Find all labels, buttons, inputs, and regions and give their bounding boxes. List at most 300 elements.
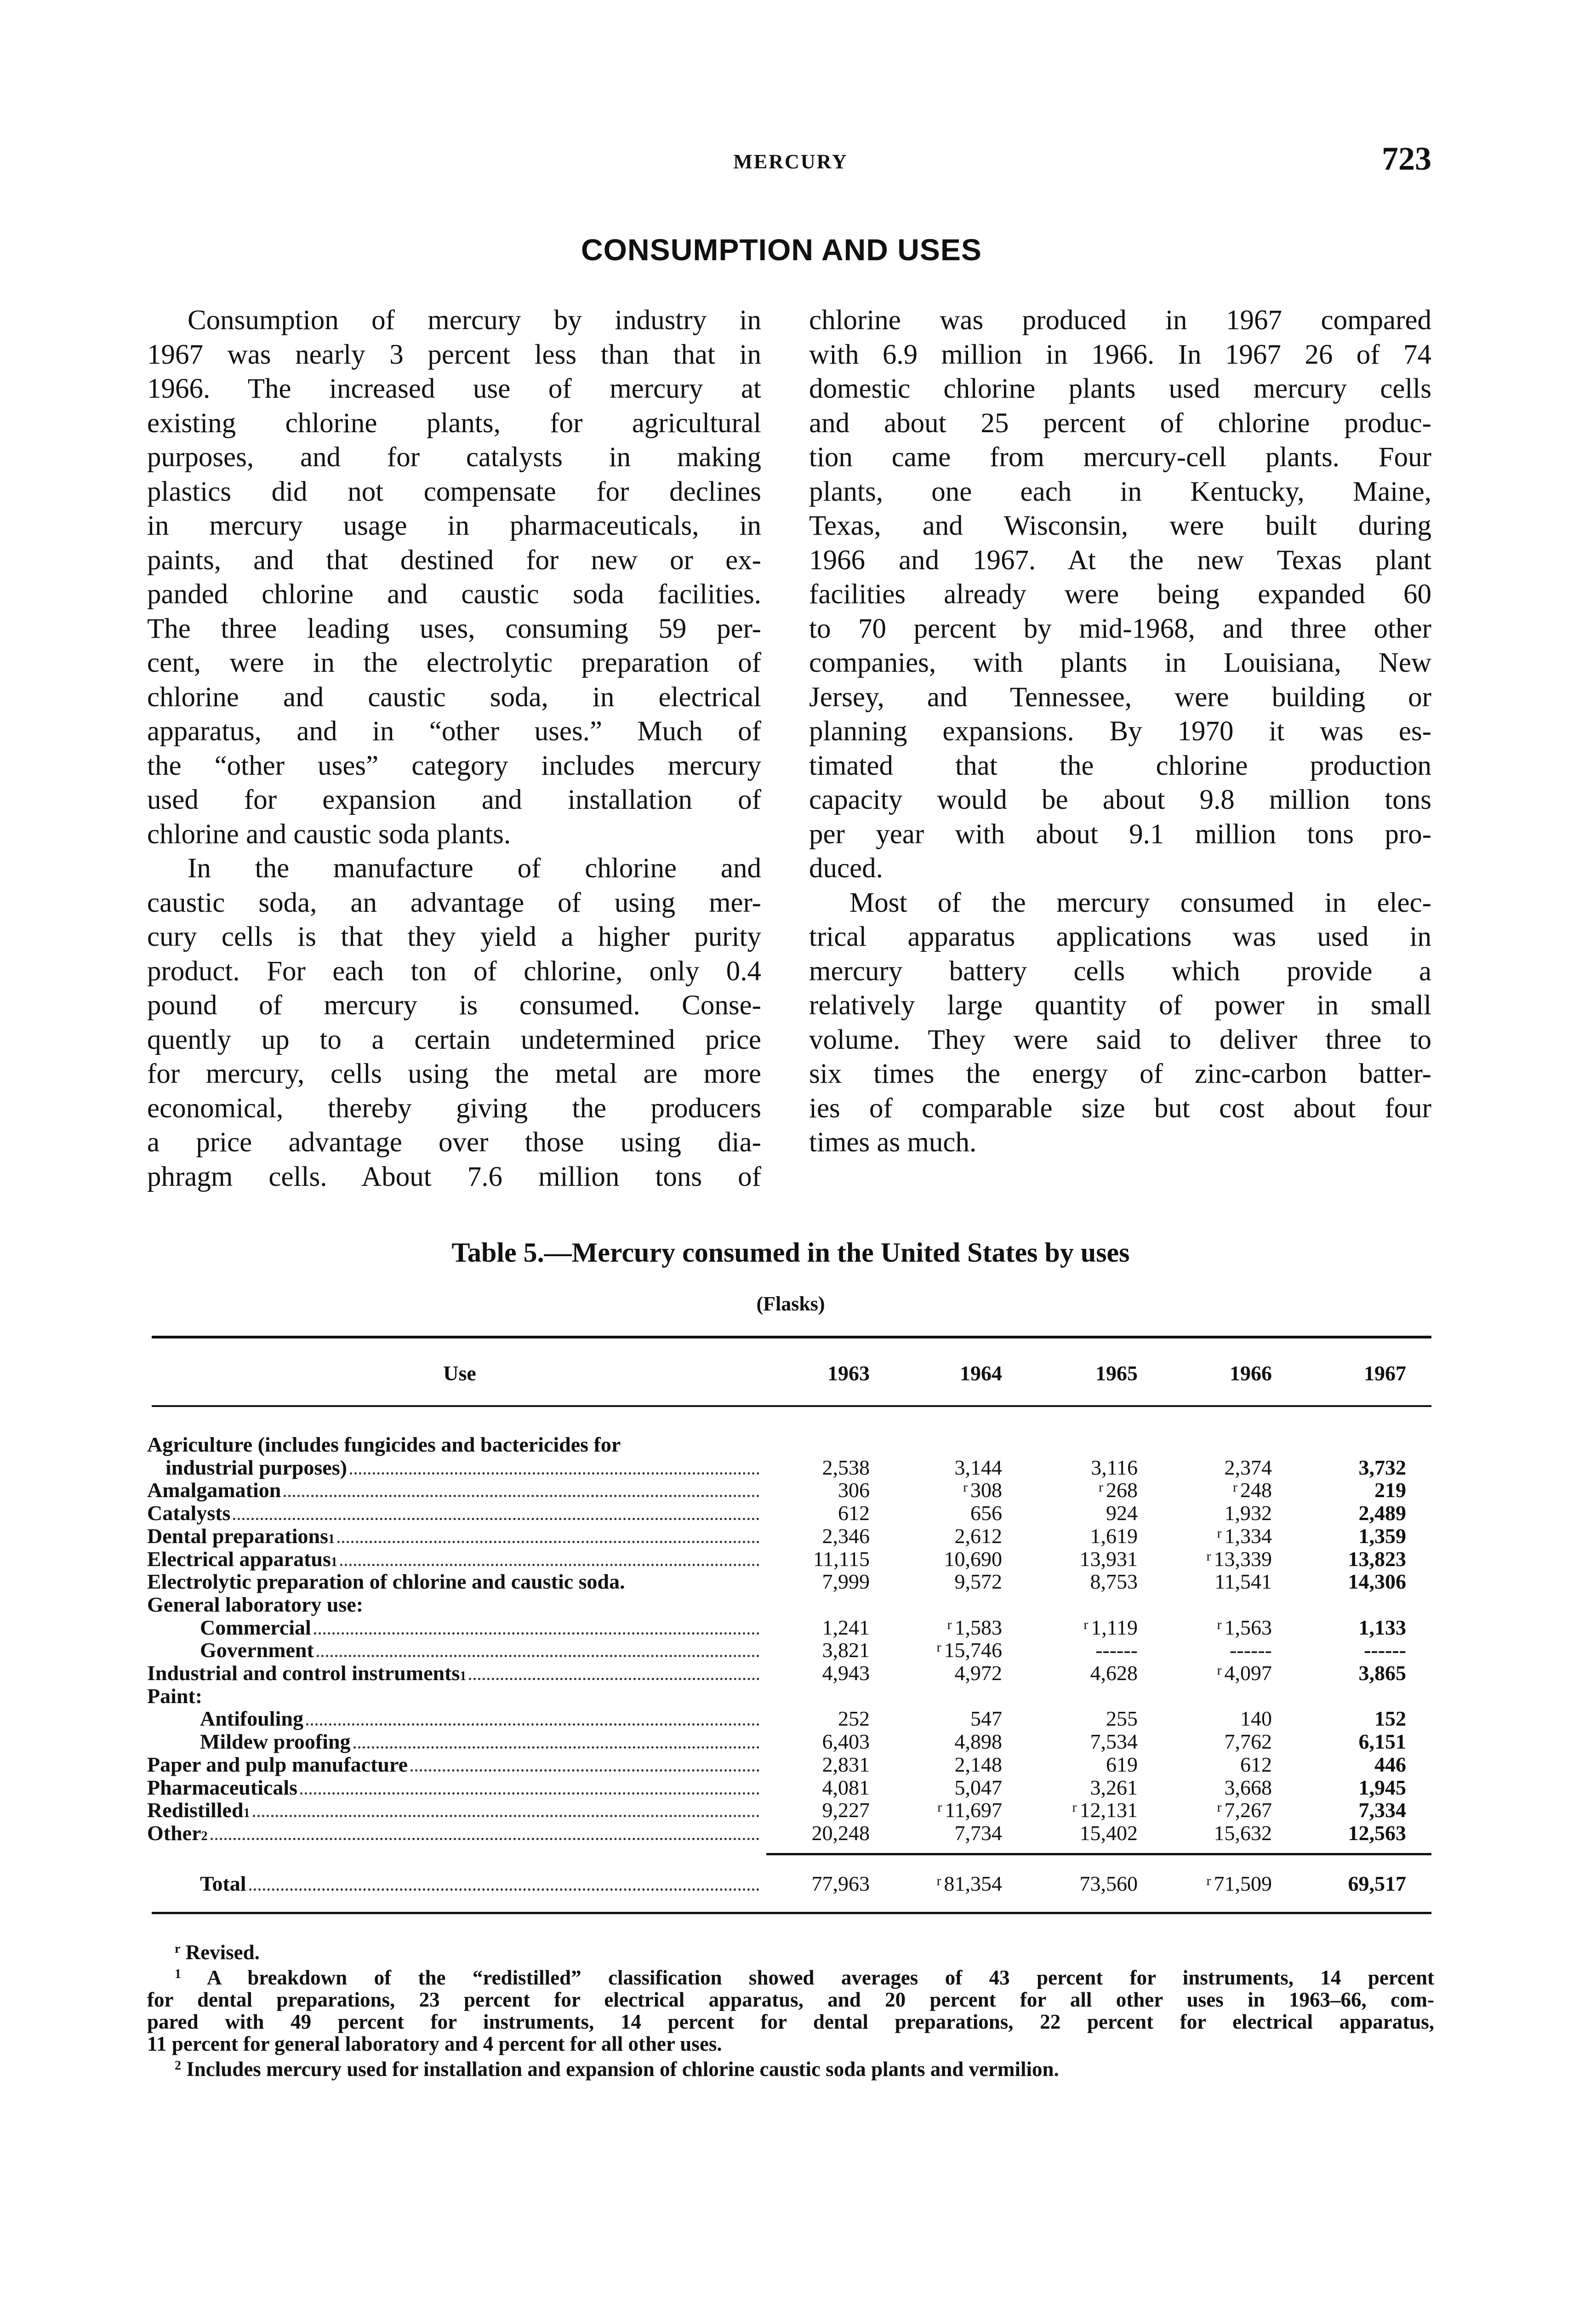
text-line: volume. They were said to deliver three to [809, 1024, 1431, 1055]
text-line: pound of mercury is consumed. Conse- [147, 990, 761, 1021]
table-cell [883, 1569, 1002, 1594]
table-row [147, 1524, 761, 1548]
revised-mark: r [1206, 1873, 1211, 1888]
text-line: relatively large quantity of power in small [809, 990, 1431, 1021]
text-line: Jersey, and Tennessee, were building or [809, 681, 1431, 713]
dot-leader [340, 1564, 759, 1566]
cell-value: 3,144 [954, 1455, 1002, 1479]
row-label: Government [200, 1638, 314, 1662]
row-label: Industrial and control instruments [147, 1661, 460, 1685]
footnote-text: A breakdown of the “redistilled” classification showed averages of 43 percent for instruments, 14 percent [206, 1966, 1434, 1989]
text-line: with 6.9 million in 1966. In 1967 26 of 74 [809, 339, 1431, 370]
table-cell [883, 1501, 1002, 1525]
cell-value: 1,619 [1090, 1524, 1138, 1548]
table-bottom-rule [152, 1912, 1431, 1914]
cell-value: 2,538 [822, 1455, 870, 1479]
dot-leader [211, 1838, 759, 1840]
cell-value: 13,931 [1079, 1547, 1138, 1571]
table-cell [883, 1638, 1002, 1662]
table-cell [883, 1871, 1002, 1896]
cell-value: 1,334 [1224, 1524, 1272, 1548]
table-cell [1287, 1615, 1406, 1640]
row-label: industrial purposes) [165, 1455, 347, 1479]
table-row [147, 1821, 761, 1845]
cell-value: 4,898 [954, 1730, 1002, 1754]
cell-value: 11,541 [1214, 1570, 1272, 1594]
cell-value: 7,267 [1224, 1798, 1272, 1822]
cell-value: 4,097 [1224, 1661, 1272, 1685]
dot-leader [350, 1472, 759, 1475]
text-line: caustic soda, an advantage of using mer- [147, 887, 761, 918]
row-label: Pharmaceuticals [147, 1775, 298, 1799]
table-row [147, 1752, 761, 1777]
cell-value: 612 [838, 1501, 870, 1525]
text-line: economical, thereby giving the producers [147, 1092, 761, 1124]
revised-mark: r [937, 1800, 942, 1815]
table-cell [883, 1478, 1002, 1502]
cell-value: 2,346 [822, 1524, 870, 1548]
table-cell [883, 1547, 1002, 1571]
cell-value: 612 [1240, 1752, 1272, 1776]
revised-mark: r [947, 1617, 952, 1632]
cell-value: 9,227 [822, 1798, 870, 1822]
cell-value: 7,762 [1224, 1730, 1272, 1754]
table-cell [1152, 1547, 1272, 1571]
dot-leader [337, 1541, 759, 1543]
table-row [147, 1547, 761, 1571]
table-cell [750, 1706, 870, 1731]
table-cell [1287, 1455, 1406, 1480]
cell-value: ------ [1230, 1638, 1272, 1662]
cell-value: 1,119 [1091, 1615, 1138, 1639]
table-cell [1287, 1821, 1406, 1845]
table-cell [750, 1524, 870, 1548]
cell-value: 4,081 [822, 1775, 870, 1799]
table-total-row [147, 1871, 761, 1896]
text-line: panded chlorine and caustic soda facilities. [147, 579, 761, 610]
row-label: Amalgamation [147, 1478, 281, 1502]
table-cell [1152, 1569, 1272, 1594]
cell-value: 20,248 [811, 1821, 870, 1845]
table-cell [1018, 1775, 1138, 1800]
text-line: times as much. [809, 1127, 977, 1158]
revised-mark: r [1217, 1525, 1222, 1541]
cell-value: 248 [1240, 1478, 1272, 1502]
text-line: product. For each ton of chlorine, only 0.4 [147, 955, 761, 987]
table-cell [1287, 1706, 1406, 1731]
table-cell [1152, 1752, 1272, 1777]
cell-value: 9,572 [954, 1570, 1002, 1594]
text-line: duced. [809, 853, 883, 884]
column-header-year: 1967 [1364, 1361, 1406, 1385]
table-cell [750, 1478, 870, 1502]
cell-value: ------ [1095, 1638, 1138, 1662]
table-cell [1018, 1455, 1138, 1480]
revised-mark: r [1217, 1800, 1222, 1815]
cell-value: 77,963 [811, 1872, 870, 1895]
cell-value: 15,402 [1079, 1821, 1138, 1845]
text-line: per year with about 9.1 million tons pro- [809, 818, 1431, 850]
row-label: Commercial [200, 1615, 311, 1639]
cell-value: 656 [970, 1501, 1002, 1525]
table-row [147, 1775, 761, 1800]
cell-value: ------ [1364, 1638, 1406, 1662]
footnote-ref: 1 [328, 1532, 335, 1546]
row-label: Electrolytic preparation of chlorine and caustic soda. [147, 1570, 625, 1594]
table-cell [1018, 1478, 1138, 1502]
footnote-ref: 1 [460, 1669, 467, 1683]
cell-value: 446 [1374, 1752, 1406, 1776]
row-label: Agriculture (includes fungicides and bactericides for [147, 1433, 621, 1456]
revised-mark: r [1206, 1548, 1211, 1564]
footnote-ref: 2 [201, 1829, 208, 1843]
cell-value: 3,116 [1091, 1455, 1138, 1479]
table-row [147, 1798, 761, 1822]
table-top-rule [152, 1336, 1431, 1338]
footnote-mark: 2 [175, 2059, 181, 2073]
revised-mark: r [1217, 1663, 1222, 1678]
footnote-line [147, 2011, 1434, 2033]
cell-value: 4,943 [822, 1661, 870, 1685]
text-line: ies of comparable size but cost about four [809, 1092, 1431, 1124]
cell-value: 547 [970, 1707, 1002, 1731]
table-cell [750, 1501, 870, 1525]
text-line: capacity would be about 9.8 million tons [809, 784, 1431, 815]
row-label: Electrical apparatus [147, 1547, 331, 1571]
text-line: tion came from mercury-cell plants. Four [809, 442, 1431, 473]
footnote-line [147, 1938, 1434, 1963]
cell-value: 14,306 [1348, 1570, 1406, 1594]
footnote-text: Revised. [185, 1941, 260, 1964]
table-total-rule [766, 1853, 1431, 1855]
table-cell [883, 1752, 1002, 1777]
cell-value: 7,334 [1358, 1798, 1406, 1822]
table-cell [750, 1455, 870, 1480]
dot-leader [249, 1888, 759, 1891]
footnote-line [147, 2033, 1434, 2055]
cell-value: 924 [1106, 1501, 1138, 1525]
table-cell [1018, 1615, 1138, 1640]
table-cell [1287, 1729, 1406, 1754]
table-cell [750, 1569, 870, 1594]
cell-value: 1,563 [1224, 1615, 1272, 1639]
table-cell [1287, 1638, 1406, 1662]
text-line: quently up to a certain undetermined price [147, 1024, 761, 1055]
table-cell [1152, 1871, 1272, 1896]
table-row [147, 1432, 761, 1457]
footnote-mark: r [175, 1942, 181, 1956]
right-column [809, 303, 1431, 1160]
footnote-mark: 1 [175, 1967, 181, 1981]
table-title: Table 5.—Mercury consumed in the United States by uses [451, 1237, 1130, 1268]
table-cell [1018, 1798, 1138, 1822]
table-cell [883, 1615, 1002, 1640]
table-cell [883, 1821, 1002, 1845]
text-line: Most of the mercury consumed in elec- [849, 887, 1431, 918]
text-line: and about 25 percent of chlorine produc- [809, 407, 1431, 439]
table-cell [1018, 1547, 1138, 1571]
row-label: Antifouling [200, 1707, 303, 1731]
table-cell [1152, 1729, 1272, 1754]
table-cell [1152, 1524, 1272, 1548]
column-header-use: Use [443, 1361, 476, 1385]
text-line: companies, with plants in Louisiana, New [809, 647, 1431, 678]
dot-leader [317, 1655, 759, 1657]
cell-value: 619 [1106, 1752, 1138, 1776]
cell-value: 3,668 [1224, 1775, 1272, 1799]
table-cell [1018, 1706, 1138, 1731]
table-cell [1152, 1638, 1272, 1662]
cell-value: 6,151 [1358, 1730, 1406, 1754]
dot-leader [233, 1518, 759, 1520]
footnote-text: for dental preparations, 23 percent for electrical apparatus, and 20 percent for all other uses in 1963–66, com- [147, 1988, 1434, 2011]
text-line: purposes, and for catalysts in making [147, 442, 761, 473]
text-line: 1967 was nearly 3 percent less than that in [147, 339, 761, 370]
text-line: Consumption of mercury by industry in [188, 305, 761, 336]
row-label: Mildew proofing [200, 1730, 351, 1754]
cell-value: 1,932 [1224, 1501, 1272, 1525]
table-cell [1152, 1501, 1272, 1525]
table-cell [1018, 1661, 1138, 1685]
text-line: Texas, and Wisconsin, were built during [809, 510, 1431, 541]
table-row [147, 1684, 761, 1708]
revised-mark: r [936, 1640, 941, 1655]
dot-leader [284, 1495, 759, 1497]
row-label: Total [200, 1872, 246, 1895]
cell-value: 13,339 [1214, 1547, 1272, 1571]
cell-value: 1,241 [822, 1615, 870, 1639]
cell-value: 11,697 [945, 1798, 1002, 1822]
table-cell [1152, 1706, 1272, 1731]
cell-value: 10,690 [944, 1547, 1002, 1571]
table-cell [1152, 1661, 1272, 1685]
text-line: plants, one each in Kentucky, Maine, [809, 476, 1431, 507]
footnote-line [147, 1989, 1434, 2011]
row-label: General laboratory use: [147, 1592, 364, 1616]
text-line: 1966 and 1967. At the new Texas plant [809, 544, 1431, 576]
table-row [147, 1729, 761, 1754]
table-cell [883, 1798, 1002, 1822]
cell-value: 255 [1106, 1707, 1138, 1731]
text-line: cent, were in the electrolytic preparation of [147, 647, 761, 678]
dot-leader [300, 1792, 759, 1795]
table-cell [1018, 1524, 1138, 1548]
text-line: mercury battery cells which provide a [809, 955, 1431, 987]
table-row [147, 1615, 761, 1640]
cell-value: 3,821 [822, 1638, 870, 1662]
table-cell [750, 1729, 870, 1754]
footnote-ref: 1 [331, 1555, 337, 1569]
table-cell [1287, 1752, 1406, 1777]
table-cell [750, 1775, 870, 1800]
table-row [147, 1592, 761, 1617]
cell-value: 11,115 [813, 1547, 870, 1571]
column-header-year: 1964 [960, 1361, 1002, 1385]
cell-value: 5,047 [954, 1775, 1002, 1799]
column-header-year: 1966 [1230, 1361, 1272, 1385]
table-cell [1152, 1478, 1272, 1502]
table-row [147, 1638, 761, 1662]
row-label: Paint: [147, 1684, 203, 1708]
table-cell [883, 1524, 1002, 1548]
table-cell [1152, 1615, 1272, 1640]
column-header-year: 1965 [1095, 1361, 1138, 1385]
dot-leader [469, 1678, 759, 1680]
cell-value: 8,753 [1090, 1570, 1138, 1594]
footnotes [147, 1938, 1434, 2080]
table-cell [1152, 1798, 1272, 1822]
text-line: cury cells is that they yield a higher purity [147, 921, 761, 952]
text-line: 1966. The increased use of mercury at [147, 373, 761, 404]
table-header-rule [152, 1405, 1431, 1407]
text-line: The three leading uses, consuming 59 per- [147, 613, 761, 644]
cell-value: 2,374 [1224, 1455, 1272, 1479]
cell-value: 2,148 [954, 1752, 1002, 1776]
cell-value: 71,509 [1214, 1872, 1272, 1895]
left-column [147, 303, 761, 1194]
text-line: plastics did not compensate for declines [147, 476, 761, 507]
section-title: CONSUMPTION AND USES [581, 233, 982, 267]
table-cell [1287, 1524, 1406, 1548]
cell-value: 308 [970, 1478, 1002, 1502]
cell-value: 1,583 [954, 1615, 1002, 1639]
table-unit: (Flasks) [756, 1292, 825, 1315]
row-label: Other [147, 1821, 201, 1845]
cell-value: 15,746 [944, 1638, 1002, 1662]
running-head [0, 140, 1596, 177]
table-cell [750, 1821, 870, 1845]
table-row [147, 1569, 761, 1594]
table-cell [1018, 1569, 1138, 1594]
text-line: for mercury, cells using the metal are more [147, 1058, 761, 1089]
text-line: chlorine and caustic soda plants. [147, 818, 511, 850]
text-line: chlorine was produced in 1967 compared [809, 305, 1431, 336]
cell-value: 219 [1374, 1478, 1406, 1502]
table-row [147, 1478, 761, 1502]
cell-value: 13,823 [1348, 1547, 1406, 1571]
text-line: a price advantage over those using dia- [147, 1127, 761, 1158]
table-row [147, 1706, 761, 1731]
table-cell [750, 1615, 870, 1640]
table-cell [1018, 1871, 1138, 1896]
revised-mark: r [1072, 1800, 1077, 1815]
cell-value: 2,831 [822, 1752, 870, 1776]
cell-value: 4,972 [954, 1661, 1002, 1685]
revised-mark: r [1083, 1617, 1089, 1632]
cell-value: 73,560 [1079, 1872, 1138, 1895]
cell-value: 2,489 [1358, 1501, 1406, 1525]
text-line: timated that the chlorine production [809, 750, 1431, 781]
table-cell [1287, 1478, 1406, 1502]
dot-leader [253, 1815, 759, 1817]
table-row [147, 1455, 761, 1480]
text-line: to 70 percent by mid-1968, and three other [809, 613, 1431, 644]
text-line: used for expansion and installation of [147, 784, 761, 815]
cell-value: 6,403 [822, 1730, 870, 1754]
table-cell [1152, 1455, 1272, 1480]
table-cell [883, 1661, 1002, 1685]
row-label: Paper and pulp manufacture [147, 1752, 408, 1776]
footnote-line [147, 1963, 1434, 1989]
table-cell [1287, 1661, 1406, 1685]
cell-value: 3,261 [1090, 1775, 1138, 1799]
text-line: in mercury usage in pharmaceuticals, in [147, 510, 761, 541]
text-line: domestic chlorine plants used mercury cells [809, 373, 1431, 404]
dot-leader [353, 1746, 759, 1749]
footnote-text: Includes mercury used for installation and expansion of chlorine caustic soda plants and vermilion. [186, 2058, 1059, 2081]
revised-mark: r [1217, 1617, 1222, 1632]
cell-value: 12,563 [1348, 1821, 1406, 1845]
column-header-year: 1963 [827, 1361, 870, 1385]
cell-value: 152 [1374, 1707, 1406, 1731]
row-label: Catalysts [147, 1501, 231, 1525]
table-cell [883, 1706, 1002, 1731]
text-line: planning expansions. By 1970 it was es- [809, 716, 1431, 747]
cell-value: 140 [1240, 1707, 1272, 1731]
cell-value: 81,354 [944, 1872, 1002, 1895]
dot-leader [306, 1723, 759, 1726]
footnote-text: 11 percent for general laboratory and 4 percent for all other uses. [147, 2032, 722, 2055]
table-cell [1018, 1729, 1138, 1754]
table-row [147, 1661, 761, 1685]
table-cell [1152, 1775, 1272, 1800]
text-line: the “other uses” category includes mercury [147, 750, 761, 781]
cell-value: 252 [838, 1707, 870, 1731]
cell-value: 7,999 [822, 1570, 870, 1594]
table-cell [1287, 1798, 1406, 1822]
text-line: paints, and that destined for new or ex- [147, 544, 761, 576]
text-line: apparatus, and in “other uses.” Much of [147, 716, 761, 747]
table-cell [1018, 1752, 1138, 1777]
dot-leader [314, 1632, 759, 1635]
table-cell [1287, 1501, 1406, 1525]
text-line: facilities already were being expanded 60 [809, 579, 1431, 610]
revised-mark: r [963, 1480, 968, 1495]
table-cell [1018, 1501, 1138, 1525]
table-cell [883, 1729, 1002, 1754]
table-cell [1287, 1775, 1406, 1800]
footnote-ref: 1 [243, 1806, 250, 1821]
cell-value: 69,517 [1348, 1872, 1406, 1895]
table-cell [883, 1775, 1002, 1800]
text-line: six times the energy of zinc-carbon batter- [809, 1058, 1431, 1089]
revised-mark: r [1099, 1480, 1103, 1495]
table-cell [750, 1638, 870, 1662]
text-line: trical apparatus applications was used in [809, 921, 1431, 952]
table-row [147, 1501, 761, 1525]
cell-value: 1,945 [1358, 1775, 1406, 1799]
text-line: phragm cells. About 7.6 million tons of [147, 1161, 761, 1192]
cell-value: 1,359 [1358, 1524, 1406, 1548]
row-label: Redistilled [147, 1798, 244, 1822]
footnote-line [147, 2055, 1434, 2080]
cell-value: 3,865 [1358, 1661, 1406, 1685]
table-cell [750, 1547, 870, 1571]
cell-value: 12,131 [1079, 1798, 1138, 1822]
table-cell [883, 1455, 1002, 1480]
dot-leader [410, 1769, 759, 1772]
running-title: MERCURY [733, 150, 848, 173]
table-cell [1287, 1547, 1406, 1571]
table-cell [750, 1871, 870, 1896]
text-line: In the manufacture of chlorine and [188, 853, 761, 884]
table-cell [750, 1661, 870, 1685]
table-cell [750, 1798, 870, 1822]
cell-value: 306 [838, 1478, 870, 1502]
table-cell [1018, 1821, 1138, 1845]
cell-value: 2,612 [954, 1524, 1002, 1548]
row-label: Dental preparations [147, 1524, 328, 1548]
